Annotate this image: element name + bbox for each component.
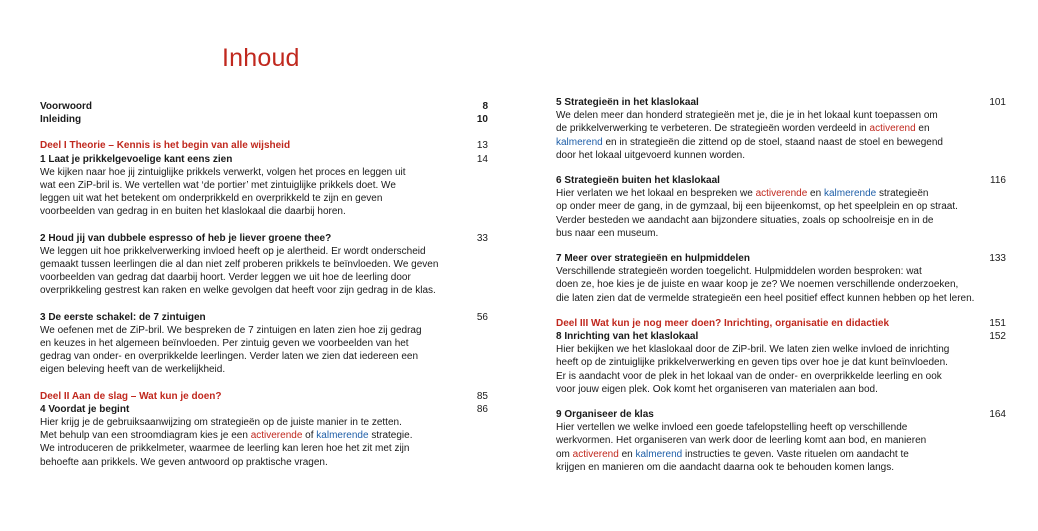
description-line: werkvormen. Het organiseren van werk door de leerling komt aan bod, en manieren: [556, 435, 927, 447]
activerend-term: activerend: [869, 123, 916, 135]
toc-page-number: 101: [989, 97, 1006, 108]
description-line: door het lokaal uitgevoerd kunnen worden.: [556, 149, 746, 161]
toc-label: Deel II Aan de slag – Wat kun je doen?: [40, 390, 222, 402]
description-line: doen ze, hoe kies je de juiste en waar koop je ze? We noemen verschillende onderzoeken,: [556, 279, 959, 291]
description-line: We delen meer dan honderd strategieën met je, die je in het lokaal kunt toepassen om: [556, 110, 938, 122]
kalmerend-term: kalmerend: [635, 448, 683, 460]
description-line: bus naar een museum.: [556, 227, 659, 239]
toc-label: 9 Organiseer de klas: [556, 409, 654, 421]
toc-page-number: 133: [989, 253, 1006, 265]
toc-page-number: 151: [989, 317, 1006, 329]
description-line: voor jouw eigen plek. Ook komt het organiseren van materialen aan bod.: [556, 383, 878, 395]
description-line: heeft op de zintuiglijke prikkelverwerking en geven tips over hoe je dat kunt beïnvloeden.: [556, 357, 948, 369]
toc-entry-chapter-1[interactable]: [40, 153, 488, 166]
description-line: eigen beleving heeft van de werkelijkheid.: [40, 364, 226, 376]
toc-label: 6 Strategieën buiten het klaslokaal: [556, 175, 720, 187]
description-line: gemaakt tussen leerlingen die al dan niet zelf proberen prikkels te beïnvloeden. We geven: [40, 259, 439, 271]
toc-entry-inleiding[interactable]: [40, 113, 488, 126]
kalmerend-term: kalmerende: [316, 430, 369, 442]
description-line: wat een ZiP-bril is. We vertellen wat ‘de portier’ met zintuiglijke prikkels doet. We: [40, 180, 396, 192]
chapter-3-description: [40, 324, 488, 377]
toc-page-number: 164: [989, 409, 1006, 421]
toc-entry-chapter-4[interactable]: [40, 403, 488, 416]
page-title: Inhoud: [222, 44, 300, 72]
description-line: Verschillende strategieën worden toegelicht. Hulpmiddelen worden besproken: wat: [556, 266, 922, 278]
description-line: overprikkeling gestrest kan raken en welke gevolgen dat heeft voor zijn gedrag in de klas.: [40, 285, 436, 297]
toc-entry-chapter-8[interactable]: [556, 330, 1006, 343]
kalmerend-term: kalmerende: [823, 188, 877, 200]
toc-page-number: 14: [476, 153, 488, 165]
text-segment: instructies te geven. Vaste rituelen om aandacht te: [682, 448, 909, 460]
toc-entry-voorwoord[interactable]: [40, 100, 488, 113]
toc-entry-chapter-5[interactable]: [556, 96, 1006, 109]
chapter-7-description: [556, 265, 1006, 305]
activerend-term: activerende: [250, 430, 303, 442]
toc-entry-chapter-9[interactable]: [556, 408, 1006, 421]
text-segment: de prikkelverwerking te verbeteren. De strategieën worden verdeeld in: [556, 123, 870, 135]
text-segment: en in strategieën die zittend op de stoel, staand naast de stoel en bewegend: [602, 136, 943, 148]
toc-left-column: [40, 100, 488, 469]
description-line: We oefenen met de ZiP-bril. We bespreken de 7 zintuigen en laten zien hoe zij gedrag: [40, 324, 422, 336]
description-line: voorbeelden van gedrag in en buiten het klaslokaal die daarbij horen.: [40, 206, 346, 218]
text-segment: strategieën: [876, 188, 929, 200]
toc-entry-chapter-3[interactable]: [40, 311, 488, 324]
toc-label: 4 Voordat je begint: [40, 403, 130, 415]
chapter-1-description: [40, 166, 488, 219]
toc-page-number: 86: [476, 403, 488, 415]
text-segment: en: [915, 123, 930, 135]
kalmerend-term: kalmerend: [556, 136, 603, 148]
chapter-6-description: [556, 187, 1006, 240]
description-line: die laten zien dat de vermelde strategieën een heel positief effect kunnen hebben op het leren.: [556, 292, 975, 304]
chapter-2-description: [40, 245, 488, 298]
description-line: Hier bekijken we het klaslokaal door de ZiP-bril. We laten zien welke invloed de inrichting: [556, 344, 950, 356]
description-line: Hier vertellen we welke invloed een goede tafelopstelling heeft op verschillende: [556, 422, 908, 434]
description-line: We kijken naar hoe jij zintuiglijke prikkels verwerkt, volgen het proces en leggen uit: [40, 166, 406, 178]
toc-page-number: 85: [476, 390, 488, 402]
toc-label: 2 Houd jij van dubbele espresso of heb je liever groene thee?: [40, 232, 332, 244]
toc-entry-chapter-6[interactable]: [556, 174, 1006, 187]
description-line: Er is aandacht voor de plek in het lokaal van de onder- en overprikkelde leerling en ook: [556, 370, 942, 382]
toc-page-number: 116: [990, 175, 1006, 187]
toc-label: 5 Strategieën in het klaslokaal: [556, 97, 699, 108]
toc-label: Deel I Theorie – Kennis is het begin van alle wijsheid: [40, 140, 291, 152]
description-line: Hier krijg je de gebruiksaanwijzing om strategieën op de juiste manier in te zetten.: [40, 417, 402, 429]
toc-page-number: 152: [989, 331, 1006, 343]
text-segment: Hier verlaten we het lokaal en bespreken we: [556, 188, 756, 200]
toc-part-2-heading[interactable]: [40, 390, 488, 403]
toc-page-number: 13: [476, 140, 488, 152]
chapter-9-description: [556, 421, 1006, 474]
text-segment: of: [302, 430, 317, 442]
toc-entry-chapter-2[interactable]: [40, 232, 488, 245]
toc-page-number: 8: [482, 101, 488, 112]
toc-label: 7 Meer over strategieën en hulpmiddelen: [556, 253, 750, 265]
text-segment: en: [807, 188, 824, 200]
text-segment: Met behulp van een stroomdiagram kies je een: [40, 430, 251, 442]
description-line: op onder meer de gang, in de gymzaal, bij een bijeenkomst, op het speelplein en op straat.: [556, 201, 958, 213]
description-line: We introduceren de prikkelmeter, waarmee de leerling kan leren hoe het zit met zijn: [40, 443, 410, 455]
description-line: gedrag van onder- en overprikkelde leerlingen. Verder laten we zien dat iedereen een: [40, 351, 419, 363]
toc-label: 1 Laat je prikkelgevoelige kant eens zien: [40, 153, 233, 165]
toc-right-column: [556, 96, 1006, 474]
toc-label: Deel III Wat kun je nog meer doen? Inrichting, organisatie en didactiek: [556, 317, 890, 329]
toc-label: 8 Inrichting van het klaslokaal: [556, 331, 699, 343]
toc-part-1-heading[interactable]: [40, 139, 488, 152]
chapter-4-description: [40, 416, 488, 469]
description-line: [556, 122, 1006, 135]
toc-page-number: 33: [476, 232, 488, 244]
text-segment: om: [556, 448, 573, 460]
description-line: [556, 136, 1006, 149]
toc-label: Voorwoord: [40, 101, 93, 112]
description-line: [556, 448, 1006, 461]
description-line: Verder besteden we aandacht aan bijzondere situaties, zoals op schoolreisje en in de: [556, 214, 934, 226]
description-line: voorbeelden van gedrag dat daarbij hoort. Verder leggen we uit hoe de leerling door: [40, 272, 411, 284]
activerend-term: activerend: [572, 448, 619, 460]
chapter-5-description: [556, 109, 1006, 162]
toc-part-3-heading[interactable]: [556, 317, 1006, 330]
description-line: krijgen en manieren om die aandacht daarna ook te behouden komen langs.: [556, 461, 895, 473]
toc-entry-chapter-7[interactable]: [556, 252, 1006, 265]
text-segment: en: [618, 448, 636, 460]
toc-page-number: 10: [476, 114, 488, 126]
toc-label: 3 De eerste schakel: de 7 zintuigen: [40, 311, 206, 323]
description-line: en keuzes in het algemeen beïnvloeden. Per zintuig geven we voorbeelden van het: [40, 338, 409, 350]
activerend-term: activerende: [755, 188, 808, 200]
toc-page-number: 56: [476, 311, 488, 323]
description-line: [40, 429, 488, 442]
description-line: leggen uit wat het betekent om onderprikkeld en overprikkeld te zijn en geven: [40, 193, 383, 205]
text-segment: strategie.: [368, 430, 413, 442]
description-line: We leggen uit hoe prikkelverwerking invloed heeft op je alertheid. Er wordt onderscheid: [40, 245, 426, 257]
description-line: behoefte aan prikkels. We geven antwoord op praktische vragen.: [40, 456, 328, 468]
toc-label: Inleiding: [40, 114, 82, 126]
description-line: [556, 187, 1006, 200]
chapter-8-description: [556, 343, 1006, 396]
